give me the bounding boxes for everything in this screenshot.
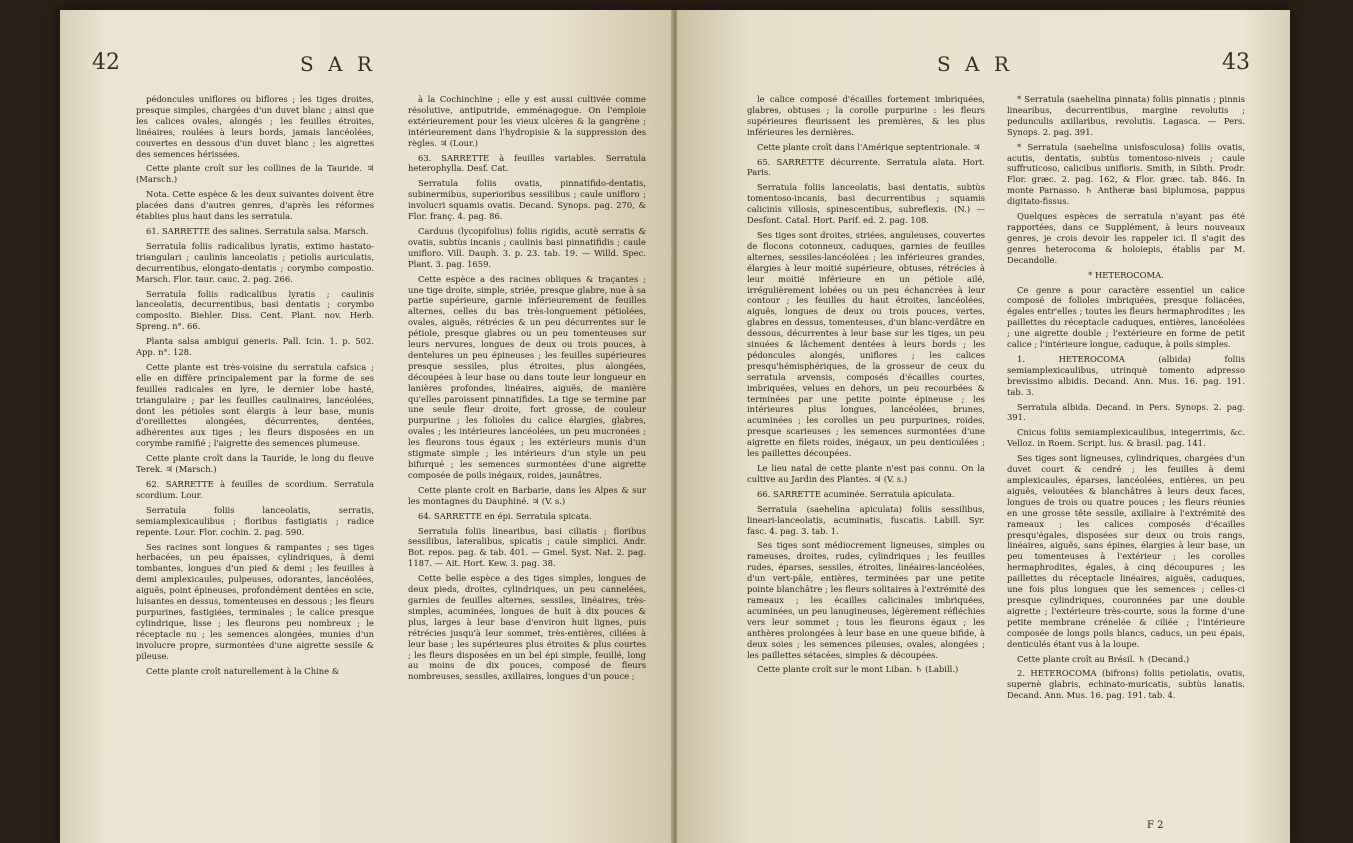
paragraph: * Serratula (saehelina unisfosculosa) foliis ovatis, acutis, dentatis, subtùs tomentoso-niveis ; caule suffruticoso, calicibus unifloris. Smith, in Sibth. Prodr. Flor. græc. 2. pag. 162, & Flor. græc. tab. 846. In monte Parnasso. ♄ Antheræ basi biplumosa, pappus digitato-fissus.	[1007, 141, 1245, 207]
paragraph: 2. HETEROCOMA (bifrons) foliis petiolatis, ovatis, supernè glabris, echinato-muricatis, subtùs lanatis. Decand. Ann. Mus. 16. pag. 191. tab. 4.	[1007, 668, 1245, 701]
paragraph: Ce genre a pour caractère essentiel un calice composé de folioles imbriquées, presque foliacées, égales entr'elles ; toutes les fleurs hermaphrodites ; les paillettes du réceptacle caduques, entières, lancéolées ; une aigrette double ; l'extérieure en forme de petit calice ; l'intérieure longue, caduque, à poils simples.	[1007, 284, 1245, 350]
paragraph: Cette plante croît dans l'Amérique septentrionale. ♃	[757, 141, 981, 152]
paragraph: Planta salsa ambigui generis. Pall. Icin. 1. p. 502. App. n°. 128.	[136, 336, 374, 358]
paragraph: le calice composé d'écailles fortement imbriquées, glabres, obtuses ; la corolle purpurine : les fleurs supérieures fleurissent les premières, & les plus inférieures les dernières.	[747, 94, 985, 137]
open-book	[60, 10, 1290, 843]
page-number-left: 42	[92, 50, 120, 75]
paragraph: Ses tiges sont médiocrement ligneuses, simples ou rameuses, droites, rudes, cylindriques ; les feuilles rudes, éparses, sessiles, étroites, linéaires-lancéolées, d'un vert-pâle, entières, terminées par une petite pointe blanchâtre ; les fleurs solitaires à l'extrémité des rameaux ; les écailles calicinales imbriquées, acuminées, un peu lanugineuses, légèrement réfléchies vers leur sommet ; tous les fleurons égaux ; les anthères prolongées à leur base en une queue bifide, à deux soies ; les semences pileuses, ovales, alongées ; les paillettes sétacées, simples & découpées.	[747, 540, 985, 660]
paragraph: Cette plante croît en Barbarie, dans les Alpes & sur les montagnes du Dauphiné. ♃ (V. s.)	[408, 484, 646, 506]
paragraph: 1. HETEROCOMA (albida) foliis semiamplexicaulibus, utrinquè tomento adpresso brevissimo albidis. Decand. Ann. Mus. 16. pag. 191. tab. 3.	[1007, 353, 1245, 397]
paragraph: Cette plante est très-voisine du serratula cafsica ; elle en diffère principalement par la forme de ses feuilles radicales en lyre, le dernier lobe hasté, triangulaire ; par les feuilles caulinaires, lancéolées, dont les pétioles sont élargis à leur base, munis d'oreillettes alongées, décurrentes, dentées, adhérentes aux tiges ; les fleurs disposées en un corymbe ramifié ; l'aigrette des semences plumeuse.	[136, 361, 374, 449]
paragraph: Cette plante croît sur le mont Liban. ♄ (Labill.)	[757, 664, 959, 675]
paragraph: 65. SARRETTE décurrente. Serratula alata. Hort. Paris.	[747, 156, 985, 178]
paragraph: Cette plante croît dans la Tauride, le long du fleuve Terek. ♃ (Marsch.)	[136, 453, 374, 475]
left-page	[60, 10, 673, 843]
paragraph: Ses tiges sont droites, striées, anguleuses, couvertes de flocons cotonneux, caduques, garnies de feuilles alternes, sessiles-lancéolées ; les inférieures grandes, élargies à leur moitié supérieure, obtuses, rétrécies à leur moitié inférieure en un pétiole ailé, irrégulièrement lobées ou un peu échancrées à leur contour ; les feuilles du haut étroites, lancéolées, aiguës, longues de deux ou trois pouces, vertes, glabres en dessus, tomenteuses, d'un blanc-verdâtre en dessous, décurrentes à leur base sur les tiges, un peu sinuées & lâchement dentées à leurs bords ; les pédoncules alongés, uniflores ; les calices presqu'hémisphériques, de la grosseur de ceux du serratula arvensis, composés d'écailles courtes, imbriquées, velues en dehors, un peu recourbées & terminées par une petite pointe épineuse ; les intérieures plus longues, lancéolées, brunes, acuminées ; les corolles un peu purpurines, roides, presque scarieuses ; les semences surmontées d'une aigrette en filets roides, inégaux, un peu denticulées ; les paillettes découpées.	[747, 229, 985, 459]
left-column-2	[408, 94, 646, 686]
paragraph: 61. SARRETTE des salines. Serratula salsa. Marsch.	[146, 225, 369, 236]
paragraph: Cette plante croît au Brésil. ♄ (Decand.)	[1017, 653, 1190, 664]
right-column-1	[747, 94, 985, 679]
paragraph: * Serratula (saehelina pinnata) foliis pinnatis ; pinnis linearibus, decurrentibus, margine revolutis ; pedunculis axillaribus, revolutis. Lagasca. — Pers. Synops. 2. pag. 391.	[1007, 94, 1245, 137]
paragraph: Cette espèce a des racines obliques & traçantes ; une tige droite, simple, striée, presque glabre, nue à sa partie supérieure, garnie inférieurement de feuilles alternes, celles du bas très-longuement pétiolées, ovales, aiguës, rétrécies & un peu décurrentes sur le pétiole, presque glabres ou un peu tomenteuses sur leurs nervures, longues de deux ou trois pouces, à dentelures un peu épineuses ; les feuilles supérieures presque sessiles, plus étroites, plus alongées, découpées à leur base ou dans toute leur longueur en lanières profondes, linéaires, aiguës, de manière qu'elles paroissent pinnatifides. La tige se termine par une seule fleur droite, fort grosse, de couleur purpurine ; les folioles du calice élargies, glabres, ovales ; les intérieures lancéolées, un peu mucronées ; les fleurons tous égaux ; les extérieurs munis d'un stigmate simple ; les intérieurs d'un style un peu bifurqué ; les semences surmontées d'une aigrette composée de poils inégaux, roides, jaunâtres.	[408, 273, 646, 480]
paragraph: Ses tiges sont ligneuses, cylindriques, chargées d'un duvet court & cendré ; les feuilles à demi amplexicaules, éparses, lancéolées, entières, un peu aiguës, veloutées & blanchâtres à leurs deux faces, longues de trois ou quatre pouces ; les fleurs réunies en une grosse tête sessile, axillaire à l'extrémité des rameaux ; les calices composés d'écailles presqu'égales, disposées sur deux ou trois rangs, linéaires, aiguës, sans épines, élargies à leur base, un peu tomenteuses à l'extérieur ; les corolles hermaphrodites, égales, à cinq découpures ; les paillettes du réceptacle linéaires, aiguës, caduques, une fois plus longues que les semences ; celles-ci presque cylindriques, couronnées par une double aigrette ; l'extérieure très-courte, sous la forme d'une petite membrane crénelée & ciliée ; l'intérieure composée de longs poils blancs, caducs, un peu épais, denticulés étant vus à la loupe.	[1007, 453, 1245, 649]
paragraph: Serratula foliis radicalibus lyratis, extimo hastato-triangulari ; caulinis lanceolatis ; petiolis auriculatis, decurrentibus, elongato-dentatis ; corymbo compostio. Marsch. Flor. taur. cauc. 2. pag. 266.	[136, 240, 374, 284]
paragraph: Ses racines sont longues & rampantes ; ses tiges herbacées, un peu épaisses, cylindriques, à demi tombantes, longues d'un pied & demi ; les feuilles à demi amplexicaules, pulpeuses, odorantes, lancéolées, aiguës, point épineuses, profondément dentées en scie, luisantes en dessus, tomenteuses en dessous ; les fleurs purpurines, fastigiées, terminales ; le calice presque cylindrique, lisse ; les fleurons peu nombreux ; le réceptacle nu ; les semences alongées, munies d'un involucre propre, surmontées d'une aigrette sessile & pileuse.	[136, 541, 374, 661]
page-number-right: 43	[1222, 50, 1250, 75]
right-page	[677, 10, 1290, 843]
paragraph: Serratula foliis lanceolatis, serratis, semiamplexicaulibus ; floribus fastigiatis ; radice repente. Lour. Flor. cochin. 2. pag. 590.	[136, 504, 374, 537]
right-column-2	[1007, 94, 1245, 705]
paragraph: Serratula foliis ovatis, pinnatifido-dentatis, subinermibus, superioribus sessilibus ; caule unifloro ; involucri squamis ovatis. Decand. Synops. pag. 270, & Flor. franç. 4. pag. 86.	[408, 178, 646, 222]
paragraph: Nota. Cette espèce & les deux suivantes doivent être placées dans d'autres genres, d'après les réformes établies plus haut dans les serratula.	[136, 189, 374, 222]
paragraph: Serratula foliis radicalibus lyratis ; caulinis lanceolatis, decurrentibus, basi dentatis ; corymbo composito. Biehler. Diss. Cent. Plant. nov. Herb. Spreng. n°. 66.	[136, 288, 374, 332]
paragraph: * HETEROCOMA.	[1088, 269, 1164, 280]
paragraph: Cnicus foliis semiamplexicaulibus, integerrimis, &c. Velloz. in Roem. Script. lus. & brasil. pag. 141.	[1007, 427, 1245, 449]
paragraph: 63. SARRETTE à feuilles variables. Serratula heterophylla. Desf. Cat.	[408, 152, 646, 174]
paragraph: Serratula foliis lanceolatis, basi dentatis, subtùs tomentoso-incanis, basi decurrentibus ; squamis calicinis villosis, spinescentibus, subreflexis. (N.) — Desfont. Catal. Hort. Parif. ed. 2. pag. 108.	[747, 182, 985, 226]
paragraph: Cette plante croît sur les collines de la Tauride. ♃ (Marsch.)	[136, 163, 374, 185]
paragraph: Carduus (lycopifolius) foliis rigidis, acutè serratis & ovatis, subtùs incanis ; caulinis basi pinnatifidis ; caule unifloro. Vill. Dauph. 3. p. 23. tab. 19. — Willd. Spec. Plant. 3. pag. 1659.	[408, 225, 646, 269]
paragraph: à la Cochinchine ; elle y est aussi cultivée comme résolutive, antiputride, emménagogue. On l'emploie extérieurement pour les vieux ulcères & la gangrène ; intérieurement dans l'hydropisie & la suppression des règles. ♃ (Lour.)	[408, 94, 646, 148]
paragraph: pédoncules uniflores ou biflores ; les tiges droites, presque simples, chargées d'un duvet blanc ; ainsi que les calices ovales, alongés ; les feuilles étroites, linéaires, roulées à leurs bords, jamais lancéolées, couvertes en dessous d'un duvet blanc ; les aigrettes des semences hérissées.	[136, 94, 374, 159]
paragraph: Serratula foliis linearibus, basi ciliatis ; floribus sessilibus, lateralibus, spicatis ; caule simplici. Andr. Bot. repos. pag. & tab. 401. — Gmel. Syst. Nat. 2. pag. 1187. — Ait. Hort. Kew. 3. pag. 38.	[408, 525, 646, 569]
paragraph: Quelques espèces de serratula n'ayant pas été rapportées, dans ce Supplément, à leurs nouveaux genres, je crois devoir les rappeler ici. Il s'agit des genres heterocoma & holoiepis, établis par M. Decandolle.	[1007, 211, 1245, 265]
running-head-left: S A R	[300, 52, 376, 76]
signature-mark: F 2	[1147, 820, 1164, 831]
left-column-1	[136, 94, 374, 680]
paragraph: Cette plante croît naturellement à la Chine &	[146, 665, 340, 676]
paragraph: 66. SARRETTE acuminée. Serratula apiculata.	[757, 488, 955, 499]
running-head-right: S A R	[937, 52, 1013, 76]
paragraph: 62. SARRETTE à feuilles de scordium. Serratula scordium. Lour.	[136, 479, 374, 500]
paragraph: Serratula albida. Decand. in Pers. Synops. 2. pag. 391.	[1007, 401, 1245, 423]
paragraph: Serratula (saehelina apiculata) foliis sessilibus, lineari-lanceolatis, acuminatis, fuscatis. Labill. Syr. fasc. 4. pag. 3. tab. 1.	[747, 503, 985, 536]
paragraph: Cette belle espèce a des tiges simples, longues de deux pieds, droites, cylindriques, un peu cannelées, garnies de feuilles alternes, sessiles, linéaires, très-simples, acuminées, longues de huit à dix pouces & plus, larges à leur base d'environ huit lignes, puis rétrécies jusqu'à leur sommet, très-entières, ciliées à leur base ; les supérieures plus étroites & plus courtes ; les fleurs disposées en un bel épi simple, feuillé, long au moins de dix pouces, composé de fleurs nombreuses, sessiles, axillaires, longues d'un pouce ;	[408, 573, 646, 682]
paragraph: Le lieu natal de cette plante n'est pas connu. On la cultive au Jardin des Plantes. ♃ (V. s.)	[747, 463, 985, 484]
paragraph: 64. SARRETTE en épi. Serratula spicata.	[418, 510, 592, 521]
